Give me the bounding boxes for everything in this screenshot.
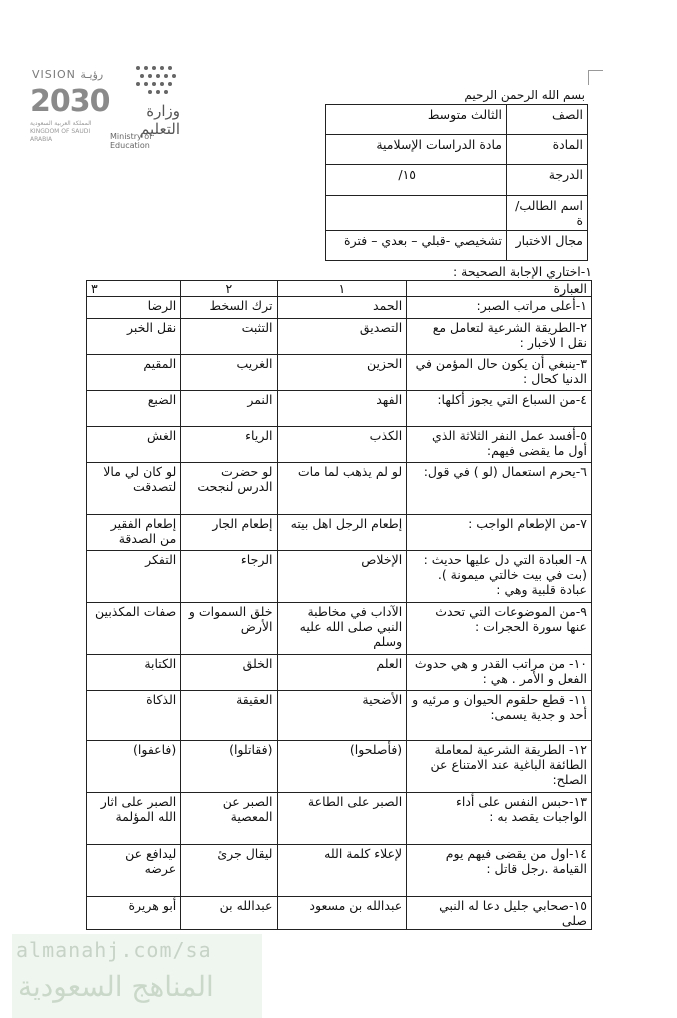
questions-table — [86, 280, 592, 930]
table-row — [87, 427, 592, 463]
option-1[interactable]: الآداب في مخاطبة النبي صلى الله عليه وسلم — [277, 603, 407, 655]
option-3[interactable]: الصبر على اثار الله المؤلمة — [87, 793, 181, 845]
question-statement: ٤-من السباع التي يجوز أكلها: — [407, 391, 592, 427]
option-3[interactable]: الغش — [87, 427, 181, 463]
col-header-1: ١ — [277, 281, 407, 297]
info-row — [326, 196, 588, 231]
option-2[interactable]: لو حضرت الدرس لنجحت — [181, 463, 277, 515]
question-statement: ١٤-اول من يقضى فيهم يوم القيامة .رجل قاتل : — [407, 845, 592, 897]
ministry-dots-icon — [134, 64, 178, 98]
question-statement: ٩-من الموضوعات التي تحدث عنها سورة الحجرات : — [407, 603, 592, 655]
ministry-name-en: Ministry of Education — [110, 132, 152, 150]
question-statement: ١٣-حبس النفس على أداء الواجبات يقصد به : — [407, 793, 592, 845]
option-3[interactable]: التفكر — [87, 551, 181, 603]
option-3[interactable]: نقل الخبر — [87, 319, 181, 355]
info-row — [326, 165, 588, 196]
option-3[interactable]: إطعام الفقير من الصدقة — [87, 515, 181, 551]
table-row — [87, 655, 592, 691]
question-statement: ١٠- من مراتب القدر و هي حدوث الفعل و الأمر . هي : — [407, 655, 592, 691]
option-1[interactable]: الفهد — [277, 391, 407, 427]
question-title: ١-اختاري الإجابة الصحيحة : — [452, 264, 592, 279]
info-row — [326, 135, 588, 165]
crop-mark — [588, 70, 603, 85]
question-statement: ١١- قطع حلقوم الحيوان و مرئيه و أحد و جدية يسمى: — [407, 691, 592, 741]
table-row — [87, 391, 592, 427]
ministry-name-ar: وزارة التعليم — [140, 102, 180, 138]
option-3[interactable]: لو كان لي مالا لتصدقت — [87, 463, 181, 515]
vision-logo-subtitle: المملكة العربية السعودية KINGDOM OF SAUDI ARABIA — [30, 120, 92, 143]
info-row — [326, 105, 588, 135]
option-1[interactable]: الحزين — [277, 355, 407, 391]
vision-logo-title: VISION رؤيـة — [32, 68, 104, 81]
question-statement: ١-أعلى مراتب الصبر: — [407, 297, 592, 319]
option-1[interactable]: العلم — [277, 655, 407, 691]
option-3[interactable]: الضبع — [87, 391, 181, 427]
option-2[interactable]: الصبر عن المعصية — [181, 793, 277, 845]
option-1[interactable]: الإخلاص — [277, 551, 407, 603]
col-header-statement: العبارة — [407, 281, 592, 297]
option-2[interactable]: الغريب — [181, 355, 277, 391]
question-statement: ١٥-صحابي جليل دعا له النبي صلى — [407, 897, 592, 930]
info-value: مادة الدراسات الإسلامية — [326, 135, 507, 165]
table-row — [87, 297, 592, 319]
info-label: المادة — [507, 135, 588, 165]
table-row — [87, 691, 592, 741]
table-header-row — [87, 281, 592, 297]
option-2[interactable]: إطعام الجار — [181, 515, 277, 551]
table-row — [87, 551, 592, 603]
table-row — [87, 603, 592, 655]
option-1[interactable]: الكذب — [277, 427, 407, 463]
question-statement: ١٢- الطريقة الشرعية لمعاملة الطائفة الباغية عند الامتناع عن الصلح: — [407, 741, 592, 793]
option-1[interactable]: لو لم يذهب لما مات — [277, 463, 407, 515]
option-3[interactable]: (فاعفوا) — [87, 741, 181, 793]
option-2[interactable]: عبدالله بن — [181, 897, 277, 930]
question-statement: ٦-يحرم استعمال (لو ) في قول: — [407, 463, 592, 515]
option-3[interactable]: أبو هريرة — [87, 897, 181, 930]
site-watermark — [12, 934, 262, 1018]
option-1[interactable]: عبدالله بن مسعود — [277, 897, 407, 930]
info-value-name[interactable] — [326, 196, 507, 231]
option-2[interactable]: الرياء — [181, 427, 277, 463]
question-statement: ٨- العبادة التي دل عليها حديث : (بت في بيت خالتي ميمونة ). عبادة قلبية وهي : — [407, 551, 592, 603]
info-value: الثالث متوسط — [326, 105, 507, 135]
option-2[interactable]: النمر — [181, 391, 277, 427]
vision-logo-number: 2030 — [30, 84, 110, 119]
option-2[interactable]: التثبت — [181, 319, 277, 355]
option-1[interactable]: الحمد — [277, 297, 407, 319]
watermark-name: المناهج السعودية — [18, 970, 214, 1003]
info-label: الدرجة — [507, 165, 588, 196]
option-2[interactable]: خلق السموات و الأرض — [181, 603, 277, 655]
option-1[interactable]: إطعام الرجل اهل بيته — [277, 515, 407, 551]
option-2[interactable]: العقيقة — [181, 691, 277, 741]
option-3[interactable]: الذكاة — [87, 691, 181, 741]
table-row — [87, 355, 592, 391]
option-1[interactable]: لإعلاء كلمة الله — [277, 845, 407, 897]
option-3[interactable]: صفات المكذبين — [87, 603, 181, 655]
option-1[interactable]: الأضحية — [277, 691, 407, 741]
option-1[interactable]: (فأصلحوا) — [277, 741, 407, 793]
table-row — [87, 319, 592, 355]
option-2[interactable]: ليقال جرئ — [181, 845, 277, 897]
table-row — [87, 741, 592, 793]
option-2[interactable]: ترك السخط — [181, 297, 277, 319]
watermark-url: almanahj.com/sa — [16, 938, 212, 962]
info-label: مجال الاختبار — [507, 231, 588, 261]
option-3[interactable]: الرضا — [87, 297, 181, 319]
question-statement: ٣-ينبغي أن يكون حال المؤمن في الدنيا كحال : — [407, 355, 592, 391]
info-value: تشخيصي -قبلي – بعدي – فترة — [326, 231, 507, 261]
ministry-logo — [110, 64, 180, 150]
table-row — [87, 897, 592, 930]
col-header-2: ٢ — [181, 281, 277, 297]
header-logos — [28, 62, 178, 152]
info-label: الصف — [507, 105, 588, 135]
option-1[interactable]: التصديق — [277, 319, 407, 355]
info-value: ١٥/ — [326, 165, 507, 196]
table-row — [87, 845, 592, 897]
option-2[interactable]: (فقاتلوا) — [181, 741, 277, 793]
info-row — [326, 231, 588, 261]
option-3[interactable]: ليدافع عن عرضه — [87, 845, 181, 897]
option-1[interactable]: الصبر على الطاعة — [277, 793, 407, 845]
question-statement: ٢-الطريقة الشرعية لتعامل مع نقل ا لاخبار : — [407, 319, 592, 355]
basmala: بسم الله الرحمن الرحيم — [464, 88, 585, 102]
vision-2030-logo — [28, 62, 108, 142]
table-row — [87, 515, 592, 551]
option-2[interactable]: الخلق — [181, 655, 277, 691]
option-3[interactable]: الكتابة — [87, 655, 181, 691]
col-header-3: ٣ — [87, 281, 181, 297]
student-info-table — [325, 104, 588, 261]
table-row — [87, 463, 592, 515]
option-3[interactable]: المقيم — [87, 355, 181, 391]
option-2[interactable]: الرجاء — [181, 551, 277, 603]
question-statement: ٧-من الإطعام الواجب : — [407, 515, 592, 551]
table-row — [87, 793, 592, 845]
question-statement: ٥-أفسد عمل النفر الثلاثة الذي أول ما يقضى فيهم: — [407, 427, 592, 463]
info-label: اسم الطالب/ة — [507, 196, 588, 231]
